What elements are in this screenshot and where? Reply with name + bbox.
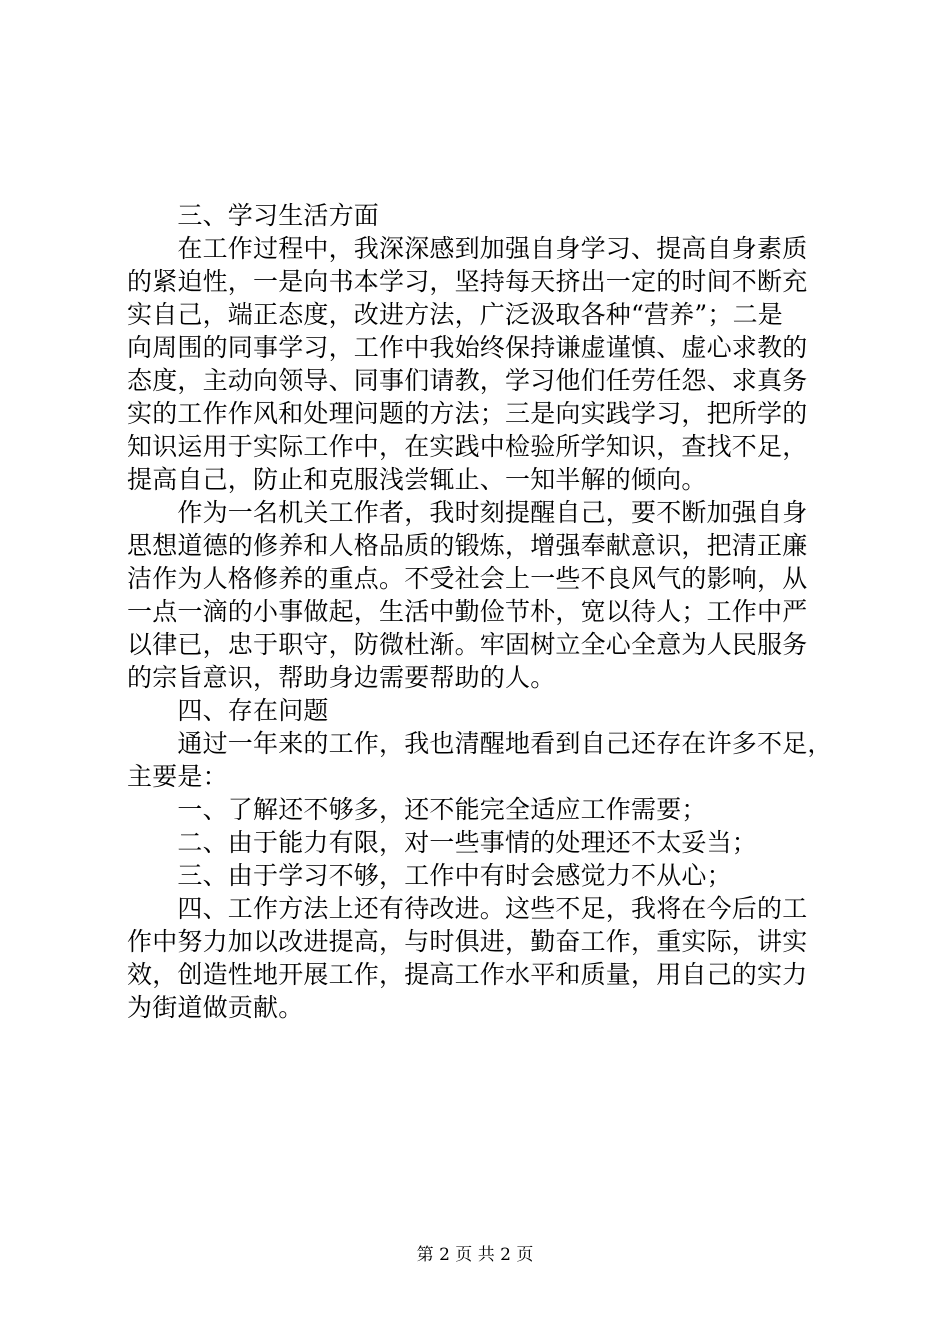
paragraph-line: 通过一年来的工作，我也清醒地看到自己还存在许多不足，	[127, 729, 833, 758]
paragraph-line: 主要是：	[127, 762, 228, 791]
page-footer: 第 2 页 共 2 页	[416, 1245, 534, 1265]
paragraph-line: 的宗旨意识，帮助身边需要帮助的人。	[127, 663, 556, 692]
paragraph-line: 提高自己，防止和克服浅尝辄止、一知半解的倾向。	[127, 465, 707, 494]
paragraph-line: 作为一名机关工作者，我时刻提醒自己，要不断加强自身	[127, 498, 808, 527]
list-item: 四、工作方法上还有待改进。这些不足，我将在今后的工	[127, 894, 808, 923]
list-item: 一、了解还不够多，还不能完全适应工作需要；	[127, 795, 707, 824]
list-item: 二、由于能力有限，对一些事情的处理还不太妥当；	[127, 828, 758, 857]
paragraph-line: 为街道做贡献。	[127, 993, 304, 1022]
document-body	[127, 199, 831, 1024]
paragraph-line: 实自己，端正态度，改进方法，广泛汲取各种“营养”；二是	[127, 300, 783, 329]
section-heading-study: 三、学习生活方面	[127, 201, 380, 230]
paragraph-line: 效，创造性地开展工作，提高工作水平和质量，用自己的实力	[127, 960, 808, 989]
paragraph-line: 的紧迫性，一是向书本学习，坚持每天挤出一定的时间不断充	[127, 267, 808, 296]
paragraph-line: 态度，主动向领导、同事们请教，学习他们任劳任怨、求真务	[127, 366, 808, 395]
paragraph-line: 作中努力加以改进提高，与时俱进，勤奋工作，重实际，讲实	[127, 927, 808, 956]
paragraph-line: 思想道德的修养和人格品质的锻炼，增强奉献意识，把清正廉	[127, 531, 808, 560]
paragraph-line: 洁作为人格修养的重点。不受社会上一些不良风气的影响，从	[127, 564, 808, 593]
paragraph-line: 一点一滴的小事做起，生活中勤俭节朴，宽以待人；工作中严	[127, 597, 808, 626]
paragraph-line: 以律已，忠于职守，防微杜渐。牢固树立全心全意为人民服务	[127, 630, 808, 659]
paragraph-line: 向周围的同事学习，工作中我始终保持谦虚谨慎、虚心求教的	[127, 333, 808, 362]
paragraph-line: 知识运用于实际工作中，在实践中检验所学知识，查找不足，	[127, 432, 808, 461]
paragraph-line: 在工作过程中，我深深感到加强自身学习、提高自身素质	[127, 234, 808, 263]
section-heading-problems: 四、存在问题	[127, 696, 329, 725]
list-item: 三、由于学习不够，工作中有时会感觉力不从心；	[127, 861, 732, 890]
paragraph-line: 实的工作作风和处理问题的方法；三是向实践学习，把所学的	[127, 399, 808, 428]
